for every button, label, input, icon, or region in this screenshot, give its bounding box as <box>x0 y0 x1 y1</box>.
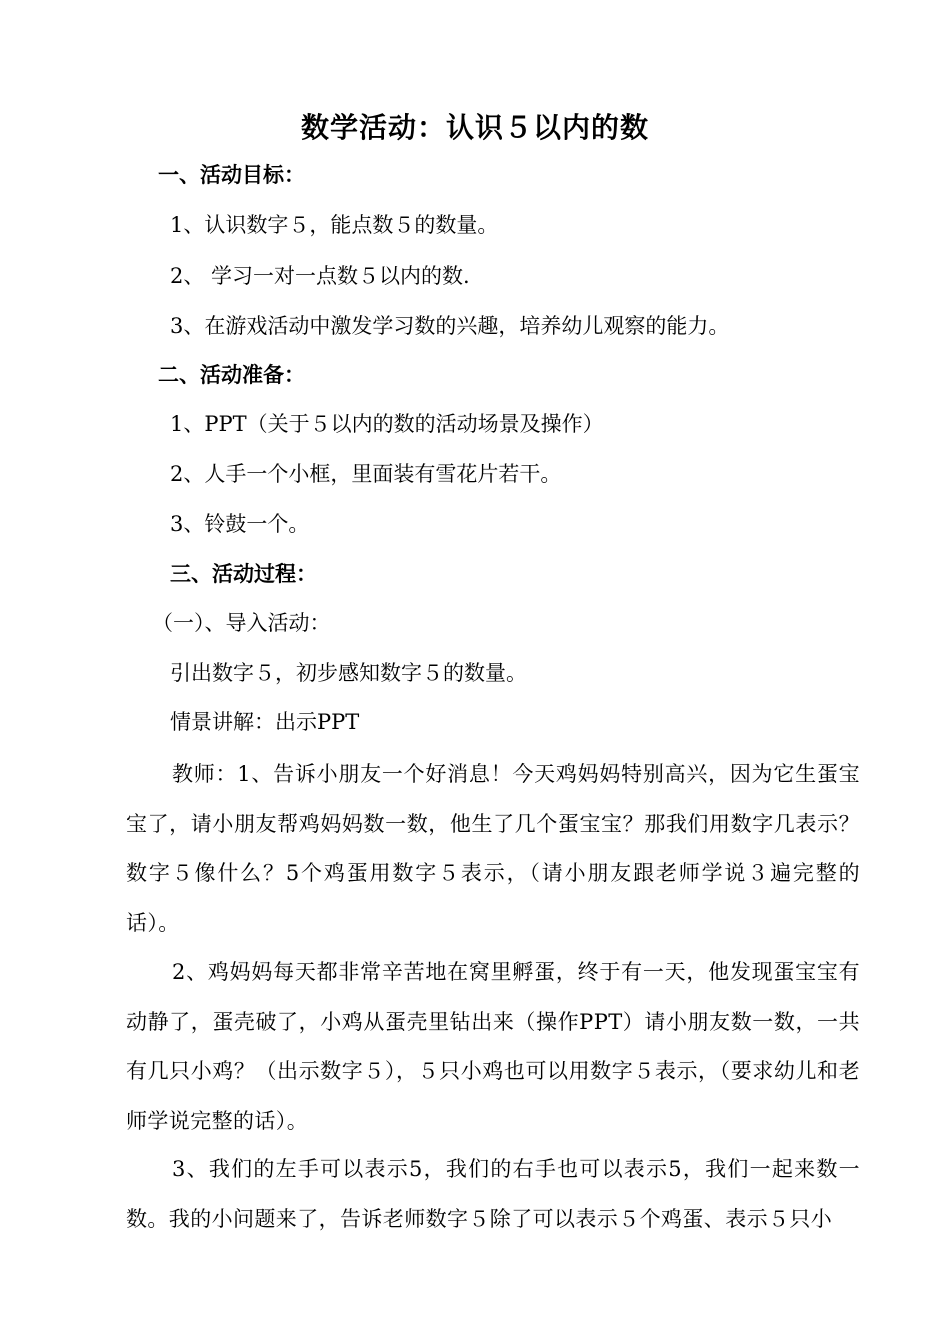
prep-item-3: 3、铃鼓一个。 <box>170 512 310 536</box>
paragraph-1: 教师：1、告诉小朋友一个好消息！今天鸡妈妈特别高兴，因为它生蛋宝宝了，请小朋友帮鸡妈妈数一数，他生了几个蛋宝宝？那我们用数字几表示？数字５像什么？5个鸡蛋用数字５表示，（请小朋友跟老师学说３遍完整的话）。 <box>126 762 860 935</box>
prep-item-2: 2、人手一个小框，里面装有雪花片若干。 <box>170 462 562 486</box>
paragraph-2: 2、鸡妈妈每天都非常辛苦地在窝里孵蛋，终于有一天，他发现蛋宝宝有动静了，蛋壳破了，小鸡从蛋壳里钻出来（操作PPT）请小朋友数一数，一共有几只小鸡？（出示数字５），５只小鸡也可以用数字５表示，（要求幼儿和老师学说完整的话）。 <box>126 960 860 1133</box>
goal-item-3: 3、在游戏活动中激发学习数的兴趣，培养幼儿观察的能力。 <box>170 314 730 338</box>
prep-heading: 二、活动准备： <box>158 363 305 387</box>
process-heading: 三、活动过程： <box>170 562 317 586</box>
goal-item-2: 2、 学习一对一点数５以内的数. <box>170 264 470 288</box>
page-title: 数学活动：认识５以内的数 <box>300 111 649 144</box>
goal-item-1: 1、认识数字５，能点数５的数量。 <box>170 213 499 237</box>
goals-heading: 一、活动目标： <box>158 163 305 187</box>
prep-item-1: 1、PPT（关于５以内的数的活动场景及操作） <box>170 412 604 436</box>
process-line-1: 引出数字５，初步感知数字５的数量。 <box>170 661 527 685</box>
paragraph-3: 3、我们的左手可以表示5，我们的右手也可以表示5，我们一起来数一数。我的小问题来了，告诉老师数字５除了可以表示５个鸡蛋、表示５只小 <box>126 1157 860 1231</box>
process-line-2: 情景讲解：出示PPT <box>170 710 360 734</box>
process-subheading: （一）、导入活动： <box>152 611 331 635</box>
